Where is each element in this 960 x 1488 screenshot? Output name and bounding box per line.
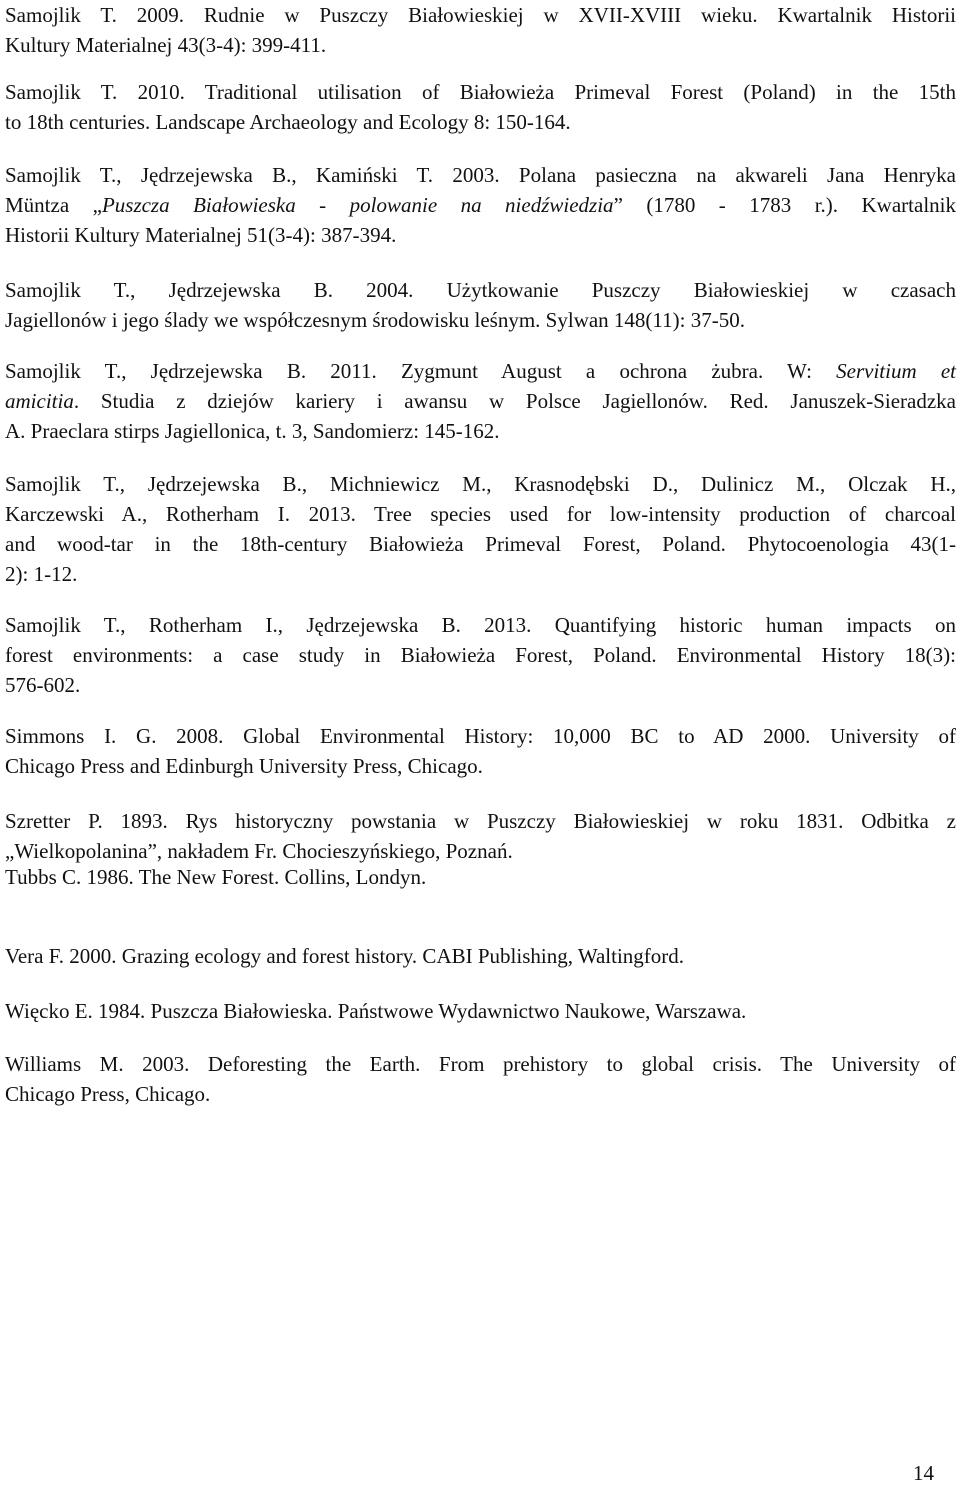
reference-text: Müntza „ [5, 193, 102, 217]
reference-entry [5, 610, 956, 700]
reference-line: Chicago Press, Chicago. [5, 1082, 211, 1106]
reference-text: . Studia z dziejów kariery i awansu w Polsce Jagiellonów. Red. Januszek-Sieradzka [73, 389, 956, 413]
reference-line: Karczewski A., Rotherham I. 2013. Tree species used for low-intensity production of charcoal [5, 502, 956, 526]
reference-text: Samojlik T., Jędrzejewska B. 2011. Zygmunt August a ochrona żubra. W: [5, 359, 837, 383]
reference-line: „Wielkopolanina”, nakładem Fr. Chocieszyńskiego, Poznań. [5, 839, 513, 863]
reference-title-italic: amicitia [5, 389, 74, 413]
reference-entry [5, 721, 956, 781]
reference-entry [5, 356, 956, 446]
reference-line: and wood-tar in the 18th-century Białowieża Primeval Forest, Poland. Phytocoenologia 43(1- [5, 532, 956, 556]
reference-line: Tubbs C. 1986. The New Forest. Collins, Londyn. [5, 865, 427, 889]
reference-entry [5, 941, 956, 971]
reference-line: Samojlik T., Jędrzejewska B., Kamiński T. 2003. Polana pasieczna na akwareli Jana Henryka [5, 163, 956, 187]
reference-line [5, 386, 956, 416]
reference-title-italic: Servitium et [836, 359, 956, 383]
reference-line: 2): 1-12. [5, 562, 78, 586]
reference-line: A. Praeclara stirps Jagiellonica, t. 3, Sandomierz: 145-162. [5, 419, 500, 443]
reference-entry [5, 1049, 956, 1109]
reference-entry [5, 160, 956, 250]
reference-entry [5, 996, 956, 1026]
reference-line: Williams M. 2003. Deforesting the Earth. From prehistory to global crisis. The University of [5, 1052, 956, 1076]
reference-line: Samojlik T., Rotherham I., Jędrzejewska B. 2013. Quantifying historic human impacts on [5, 613, 956, 637]
reference-line: Więcko E. 1984. Puszcza Białowieska. Państwowe Wydawnictwo Naukowe, Warszawa. [5, 999, 747, 1023]
reference-line: Historii Kultury Materialnej 51(3-4): 387-394. [5, 223, 397, 247]
page-number: 14 [913, 1461, 934, 1485]
reference-text: ” (1780 - 1783 r.). Kwartalnik [613, 193, 956, 217]
reference-line: Samojlik T., Jędrzejewska B. 2004. Użytkowanie Puszczy Białowieskiej w czasach [5, 278, 956, 302]
reference-line [5, 356, 956, 386]
reference-entry [5, 275, 956, 335]
reference-line: Samojlik T. 2009. Rudnie w Puszczy Białowieskiej w XVII-XVIII wieku. Kwartalnik Historii [5, 3, 956, 27]
reference-line: Samojlik T. 2010. Traditional utilisation of Białowieża Primeval Forest (Poland) in the 15th [5, 80, 956, 104]
reference-line: Jagiellonów i jego ślady we współczesnym środowisku leśnym. Sylwan 148(11): 37-50. [5, 308, 745, 332]
reference-line: Vera F. 2000. Grazing ecology and forest history. CABI Publishing, Waltingford. [5, 944, 685, 968]
reference-line: 576-602. [5, 673, 81, 697]
reference-line [5, 190, 956, 220]
reference-line: Chicago Press and Edinburgh University Press, Chicago. [5, 754, 483, 778]
reference-entry [5, 806, 956, 866]
reference-line: Szretter P. 1893. Rys historyczny powstania w Puszczy Białowieskiej w roku 1831. Odbitka z [5, 809, 956, 833]
reference-entry [5, 77, 956, 137]
reference-line: to 18th centuries. Landscape Archaeology and Ecology 8: 150-164. [5, 110, 571, 134]
reference-line: forest environments: a case study in Białowieża Forest, Poland. Environmental History 18(3): [5, 643, 956, 667]
reference-line: Simmons I. G. 2008. Global Environmental History: 10,000 BC to AD 2000. University of [5, 724, 956, 748]
reference-entry [5, 469, 956, 589]
reference-line: Kultury Materialnej 43(3-4): 399-411. [5, 33, 327, 57]
reference-entry [5, 862, 956, 892]
reference-title-italic: Puszcza Białowieska - polowanie na niedźwiedzia [101, 193, 614, 217]
reference-entry [5, 0, 956, 60]
reference-line: Samojlik T., Jędrzejewska B., Michniewicz M., Krasnodębski D., Dulinicz M., Olczak H., [5, 472, 956, 496]
